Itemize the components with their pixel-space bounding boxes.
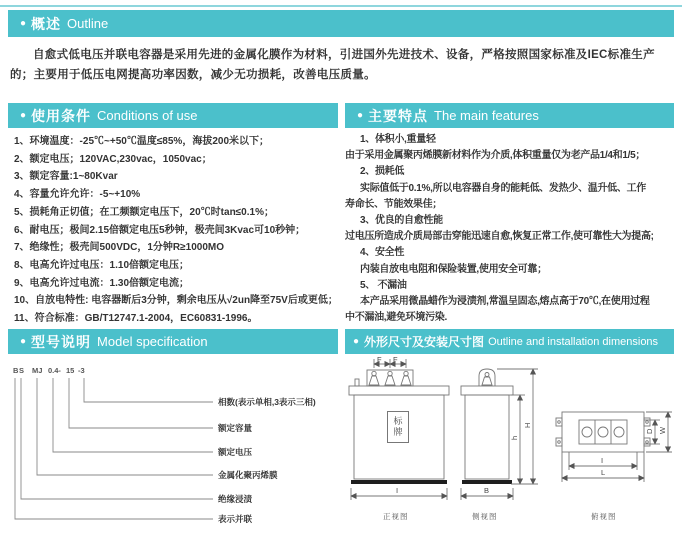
dimensions-title-zh: 外形尺寸及安装尺寸图 <box>364 335 485 349</box>
conditions-list <box>14 133 338 328</box>
features-title-en: The main features <box>434 108 539 123</box>
side-view-drawing <box>461 369 538 500</box>
model-label-insulation: 绝缘浸渍 <box>218 494 253 504</box>
list-item: 10、自放电特性: 电容器断后3分钟，剩余电压从√2un降至75V后或更低； <box>14 295 338 307</box>
front-dim-f2: F <box>393 356 398 364</box>
top-dim-i: I <box>601 456 604 465</box>
features-title-zh: 主要特点 <box>368 107 429 124</box>
model-title-zh: 型号说明 <box>31 333 92 350</box>
top-dim-d: D <box>645 428 654 434</box>
section-header-outline <box>8 10 674 37</box>
list-item: 2、额定电压；120VAC,230vac，1050vac； <box>14 153 212 165</box>
section-header-model <box>8 329 338 354</box>
bullet-icon: ● <box>357 109 364 121</box>
side-view-caption: 侧视图 <box>472 512 498 521</box>
features-list <box>345 132 679 326</box>
feature-line: 寿命长、节能效果佳； <box>345 198 442 210</box>
model-label-voltage: 额定电压 <box>218 447 253 457</box>
feature-line: 内装自放电电阻和保险装置,使用安全可靠； <box>360 263 547 275</box>
feature-line: 实际值低于0.1%,所以电容器自身的能耗低、发热少、温升低、工作 <box>360 182 646 194</box>
bullet-icon: ● <box>20 17 27 29</box>
list-item: 6、耐电压；极间2.15倍额定电压5秒钟，极壳间3Kvac可10秒钟； <box>14 224 306 236</box>
dimensions-title-en: Outline and installation dimensions <box>488 335 659 348</box>
list-item: 9、电高允许过电流：1.30倍额定电流； <box>14 277 190 289</box>
outline-title-en: Outline <box>67 16 109 31</box>
section-header-conditions <box>8 103 338 128</box>
conditions-title-en: Conditions of use <box>97 108 198 123</box>
list-item: 11、符合标准：GB/T12747.1-2004，EC60831-1996。 <box>14 313 258 325</box>
feature-line: 由于采用金属聚丙烯膜新材料作为介质,体积重量仅为老产品1/4和1/5； <box>345 150 646 162</box>
nameplate-label: 标牌 <box>387 411 409 443</box>
feature-line: 3、优良的自愈性能 <box>360 215 443 227</box>
feature-line: 过电压所造成介质局部击穿能迅速自愈,恢复正常工作,使可靠性大为提高; <box>345 231 654 243</box>
side-dim-hh: H <box>523 422 532 428</box>
top-view-caption: 俯视图 <box>591 512 617 521</box>
model-code-part: B <box>13 366 19 375</box>
outline-body-text: 自愈式低电压并联电容器是采用先进的金属化膜作为材料，引进国外先进技术、设备，严格按照国家标准及IEC标准生产的；主要用于低压电网提高功率因数，减少无功损耗，改善电压质量。 <box>10 49 655 81</box>
side-dim-b: B <box>484 486 490 495</box>
list-item: 5、损耗角正切值；在工频额定电压下，20℃时tan≤0.1%； <box>14 206 274 218</box>
feature-line: 2、损耗低 <box>360 166 405 178</box>
list-item: 7、绝缘性；极壳间500VDC，1分钟R≥1000MO <box>14 242 224 254</box>
feature-line: 中不漏油,避免环境污染. <box>345 312 447 324</box>
top-view-drawing <box>556 412 672 482</box>
front-dim-f1: F <box>377 356 382 364</box>
feature-line: 1、体积小,重量轻 <box>360 134 436 145</box>
top-rule <box>0 5 682 7</box>
model-label-phase: 相数(表示单相,3表示三相) <box>218 397 316 407</box>
model-title-en: Model specification <box>97 334 208 349</box>
feature-line: 本产品采用微晶蜡作为浸渍剂,常温呈固态,熔点高于70℃,在使用过程 <box>360 296 650 308</box>
side-dim-h: h <box>510 435 519 440</box>
model-code-part: MJ <box>32 366 43 375</box>
model-code-part: S <box>19 366 25 375</box>
model-code-part: -3 <box>78 366 85 375</box>
model-label-capacity: 额定容量 <box>218 423 253 433</box>
bullet-icon: ● <box>20 109 27 121</box>
dimension-drawings <box>341 356 682 535</box>
model-code-part: 0.4- <box>48 366 61 375</box>
model-label-parallel: 表示并联 <box>218 514 253 524</box>
section-header-dimensions <box>345 329 674 354</box>
front-dim-i: I <box>396 486 399 495</box>
top-dim-w: W <box>658 426 667 434</box>
section-header-features <box>345 103 674 128</box>
feature-line: 5、 不漏油 <box>360 279 407 291</box>
front-view-caption: 正视图 <box>383 512 409 521</box>
list-item: 3、额定容量:1~80Kvar <box>14 171 118 183</box>
list-item: 1、环境温度：-25℃~+50℃温度≤85%，海拔200米以下； <box>14 136 270 147</box>
bullet-icon: ● <box>353 335 360 347</box>
conditions-title-zh: 使用条件 <box>31 107 92 124</box>
bullet-icon: ● <box>20 335 27 347</box>
model-code-part: 15 <box>66 366 75 375</box>
model-label-film: 金属化聚丙烯膜 <box>218 470 278 480</box>
list-item: 8、电高允许过电压：1.10倍额定电压； <box>14 259 190 271</box>
list-item: 4、容量允许允许：-5~+10% <box>14 189 141 201</box>
feature-line: 4、安全性 <box>360 247 405 259</box>
model-code-tree <box>8 358 338 535</box>
top-dim-l: L <box>601 468 606 477</box>
outline-title-zh: 概述 <box>31 15 62 32</box>
